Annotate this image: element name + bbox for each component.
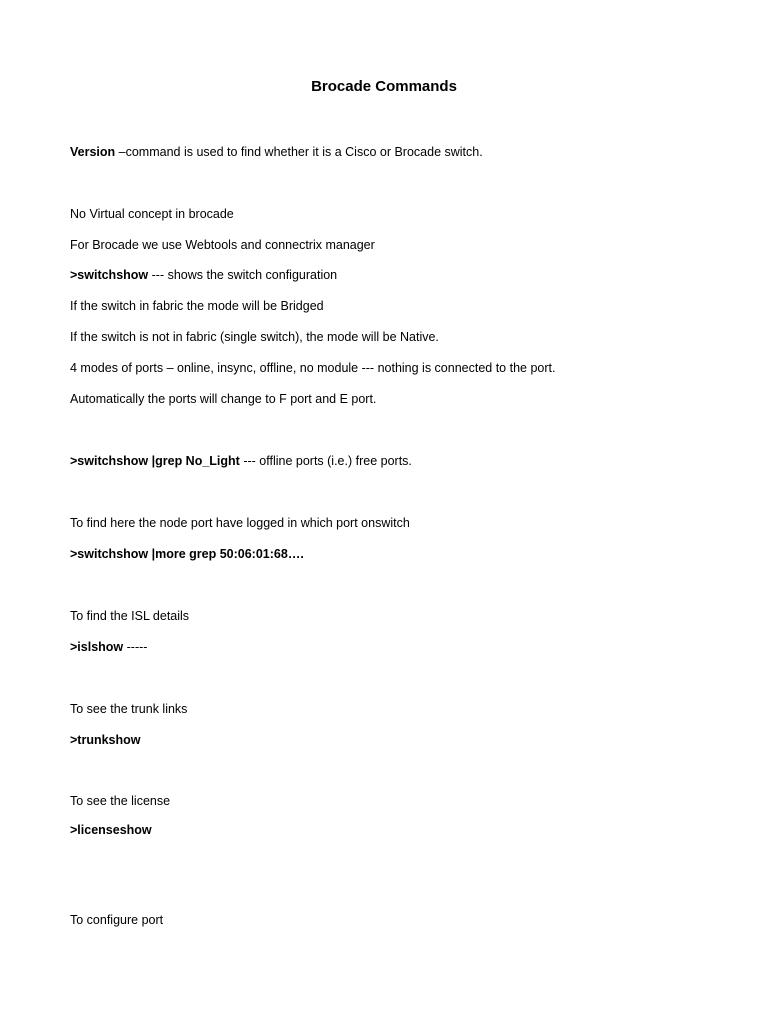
islshow-dashes: ----- — [123, 640, 148, 654]
line-webtools: For Brocade we use Webtools and connectrix manager — [70, 238, 375, 252]
version-keyword: Version — [70, 145, 116, 159]
line-more-grep — [70, 547, 304, 561]
line-no-virtual: No Virtual concept in brocade — [70, 207, 234, 221]
line-node-port: To find here the node port have logged in which port onswitch — [70, 516, 410, 530]
line-version — [70, 145, 483, 159]
line-configure-port: To configure port — [70, 913, 164, 927]
more-grep-command: >switchshow |more grep 50:06:01:68…. — [70, 547, 304, 561]
document-title: Brocade Commands — [311, 78, 457, 95]
line-bridged-mode: If the switch in fabric the mode will be Bridged — [70, 299, 324, 313]
line-auto-ports: Automatically the ports will change to F port and E port. — [70, 392, 377, 406]
line-switchshow — [70, 268, 337, 282]
switchshow-command: >switchshow — [70, 268, 149, 282]
trunkshow-command: >trunkshow — [70, 733, 141, 747]
line-grep-nolight — [70, 454, 412, 468]
line-islshow — [70, 640, 147, 654]
islshow-command: >islshow — [70, 640, 124, 654]
line-trunk-links: To see the trunk links — [70, 702, 188, 716]
line-isl-details: To find the ISL details — [70, 609, 190, 623]
line-native-mode: If the switch is not in fabric (single switch), the mode will be Native. — [70, 330, 439, 344]
licenseshow-command: >licenseshow — [70, 823, 152, 837]
grep-nolight-description: --- offline ports (i.e.) free ports. — [239, 454, 412, 468]
line-trunkshow — [70, 733, 141, 747]
grep-nolight-command: >switchshow |grep No_Light — [70, 454, 240, 468]
line-port-modes: 4 modes of ports – online, insync, offline, no module --- nothing is connected to the port. — [70, 361, 556, 375]
switchshow-description: --- shows the switch configuration — [148, 268, 338, 282]
line-licenseshow — [70, 823, 152, 837]
line-see-license: To see the license — [70, 794, 171, 808]
version-description: –command is used to find whether it is a Cisco or Brocade switch. — [115, 145, 483, 159]
